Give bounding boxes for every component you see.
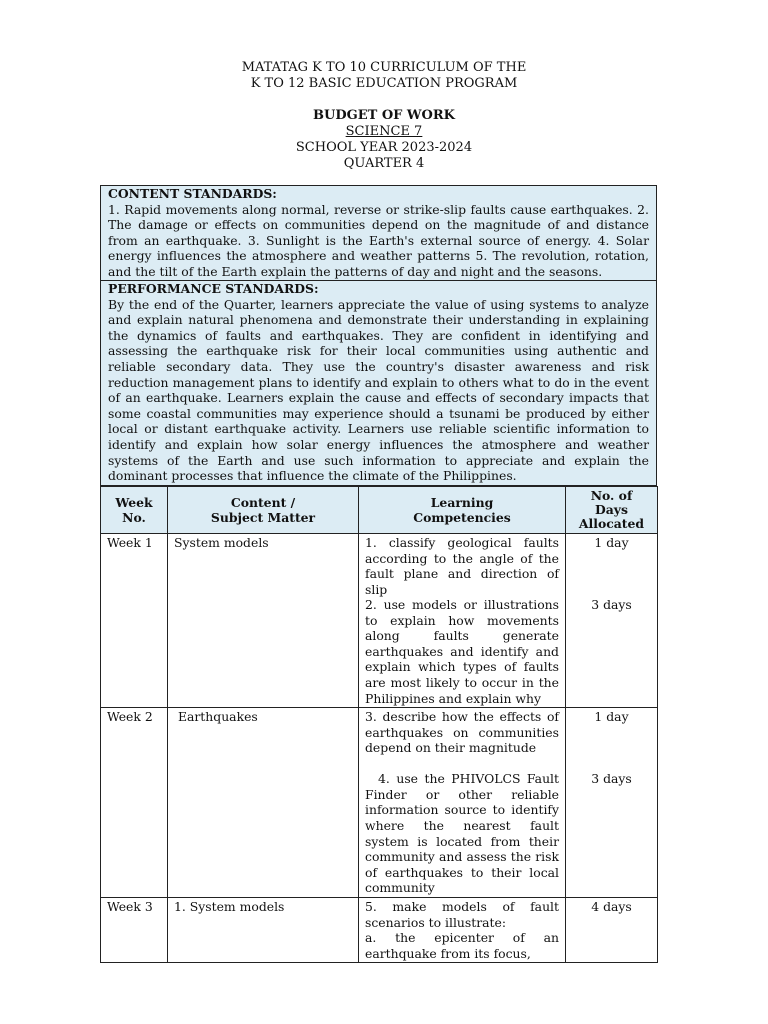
content-standards-text: 1. Rapid movements along normal, reverse or strike-slip faults cause earthquakes. 2. The damage or effects on communities depend on the magnitude of and distance from an earthquake. 3. Sunlight is the Earth's external source of energy. 4. Solar energy influences the atmosphere and weather patterns 5. The revolution, rotation, and the tilt of the Earth explain the patterns of day and night and the seasons.: [108, 201, 649, 279]
competency-1: 1. classify geological faults according to the angle of the fault plane and direction of slip: [365, 535, 559, 597]
school-year: SCHOOL YEAR 2023-2024: [295, 140, 473, 155]
performance-standards-box: [100, 281, 657, 486]
competencies-cell: [359, 708, 566, 898]
document-header: [0, 60, 768, 172]
competencies-cell: [359, 534, 566, 708]
header-content: Content / Subject Matter: [168, 487, 359, 534]
header-days-allocated: No. of Days Allocated: [566, 487, 658, 534]
competency-4: 4. use the PHIVOLCS Fault Finder or other reliable information source to identify where the nearest fault system is located from their community and assess the risk of earthquakes to their local community: [365, 771, 563, 896]
week-cell: Week 1: [101, 534, 168, 708]
header-week-no: Week No.: [101, 487, 168, 534]
competencies-cell: [359, 897, 566, 962]
competency-2: 2. use models or illustrations to explain how movements along faults generate earthquakes and identify and explain which types of faults are most likely to occur in the Philippines and explain why: [365, 597, 559, 706]
days-cell: [566, 708, 658, 898]
content-standards-box: [100, 185, 657, 281]
days-2: 3 days: [591, 597, 632, 612]
quarter: QUARTER 4: [343, 156, 425, 171]
table-row: [101, 897, 658, 962]
content-cell: 1. System models: [168, 897, 359, 962]
content-cell: System models: [168, 534, 359, 708]
subject-name: SCIENCE 7: [345, 124, 423, 139]
content-cell: Earthquakes: [168, 708, 359, 898]
days-4: 3 days: [591, 771, 632, 787]
table-header-row: [101, 487, 658, 534]
header-line-2: K TO 12 BASIC EDUCATION PROGRAM: [250, 76, 518, 91]
document-title: BUDGET OF WORK: [313, 108, 455, 123]
header-competencies: Learning Competencies: [359, 487, 566, 534]
header-line-1: MATATAG K TO 10 CURRICULUM OF THE: [241, 60, 527, 75]
competency-5a: a. the epicenter of an earthquake from its focus,: [365, 930, 559, 961]
budget-of-work-table: [100, 486, 658, 963]
table-row: [101, 708, 658, 898]
week-cell: Week 2: [101, 708, 168, 898]
content-standards-label: CONTENT STANDARDS:: [108, 186, 277, 201]
week-cell: Week 3: [101, 897, 168, 962]
competency-3: 3. describe how the effects of earthquakes on communities depend on their magnitude: [365, 709, 559, 756]
days-cell: 4 days: [566, 897, 658, 962]
days-cell: [566, 534, 658, 708]
table-row: [101, 534, 658, 708]
competency-5: 5. make models of fault scenarios to illustrate:: [365, 898, 559, 930]
performance-standards-label: PERFORMANCE STANDARDS:: [108, 281, 319, 296]
performance-standards-text: By the end of the Quarter, learners appreciate the value of using systems to analyze and explain natural phenomena and demonstrate their understanding in explaining the dynamics of faults and earthquakes. They are confident in identifying and assessing the earthquake risk for their local communities using authentic and reliable secondary data. They use the country's disaster awareness and risk reduction management plans to identify and explain to others what to do in the event of an earthquake. Learners explain the cause and effects of secondary impacts that some coastal communities may experience should a tsunami be produced by either local or distant earthquake activity. Learners use reliable scientific information to identify and explain how solar energy influences the atmosphere and weather systems of the Earth and use such information to appreciate and explain the dominant processes that influence the climate of the Philippines.: [108, 296, 649, 484]
days-1: 1 day: [594, 535, 629, 550]
days-3: 1 day: [594, 709, 629, 725]
